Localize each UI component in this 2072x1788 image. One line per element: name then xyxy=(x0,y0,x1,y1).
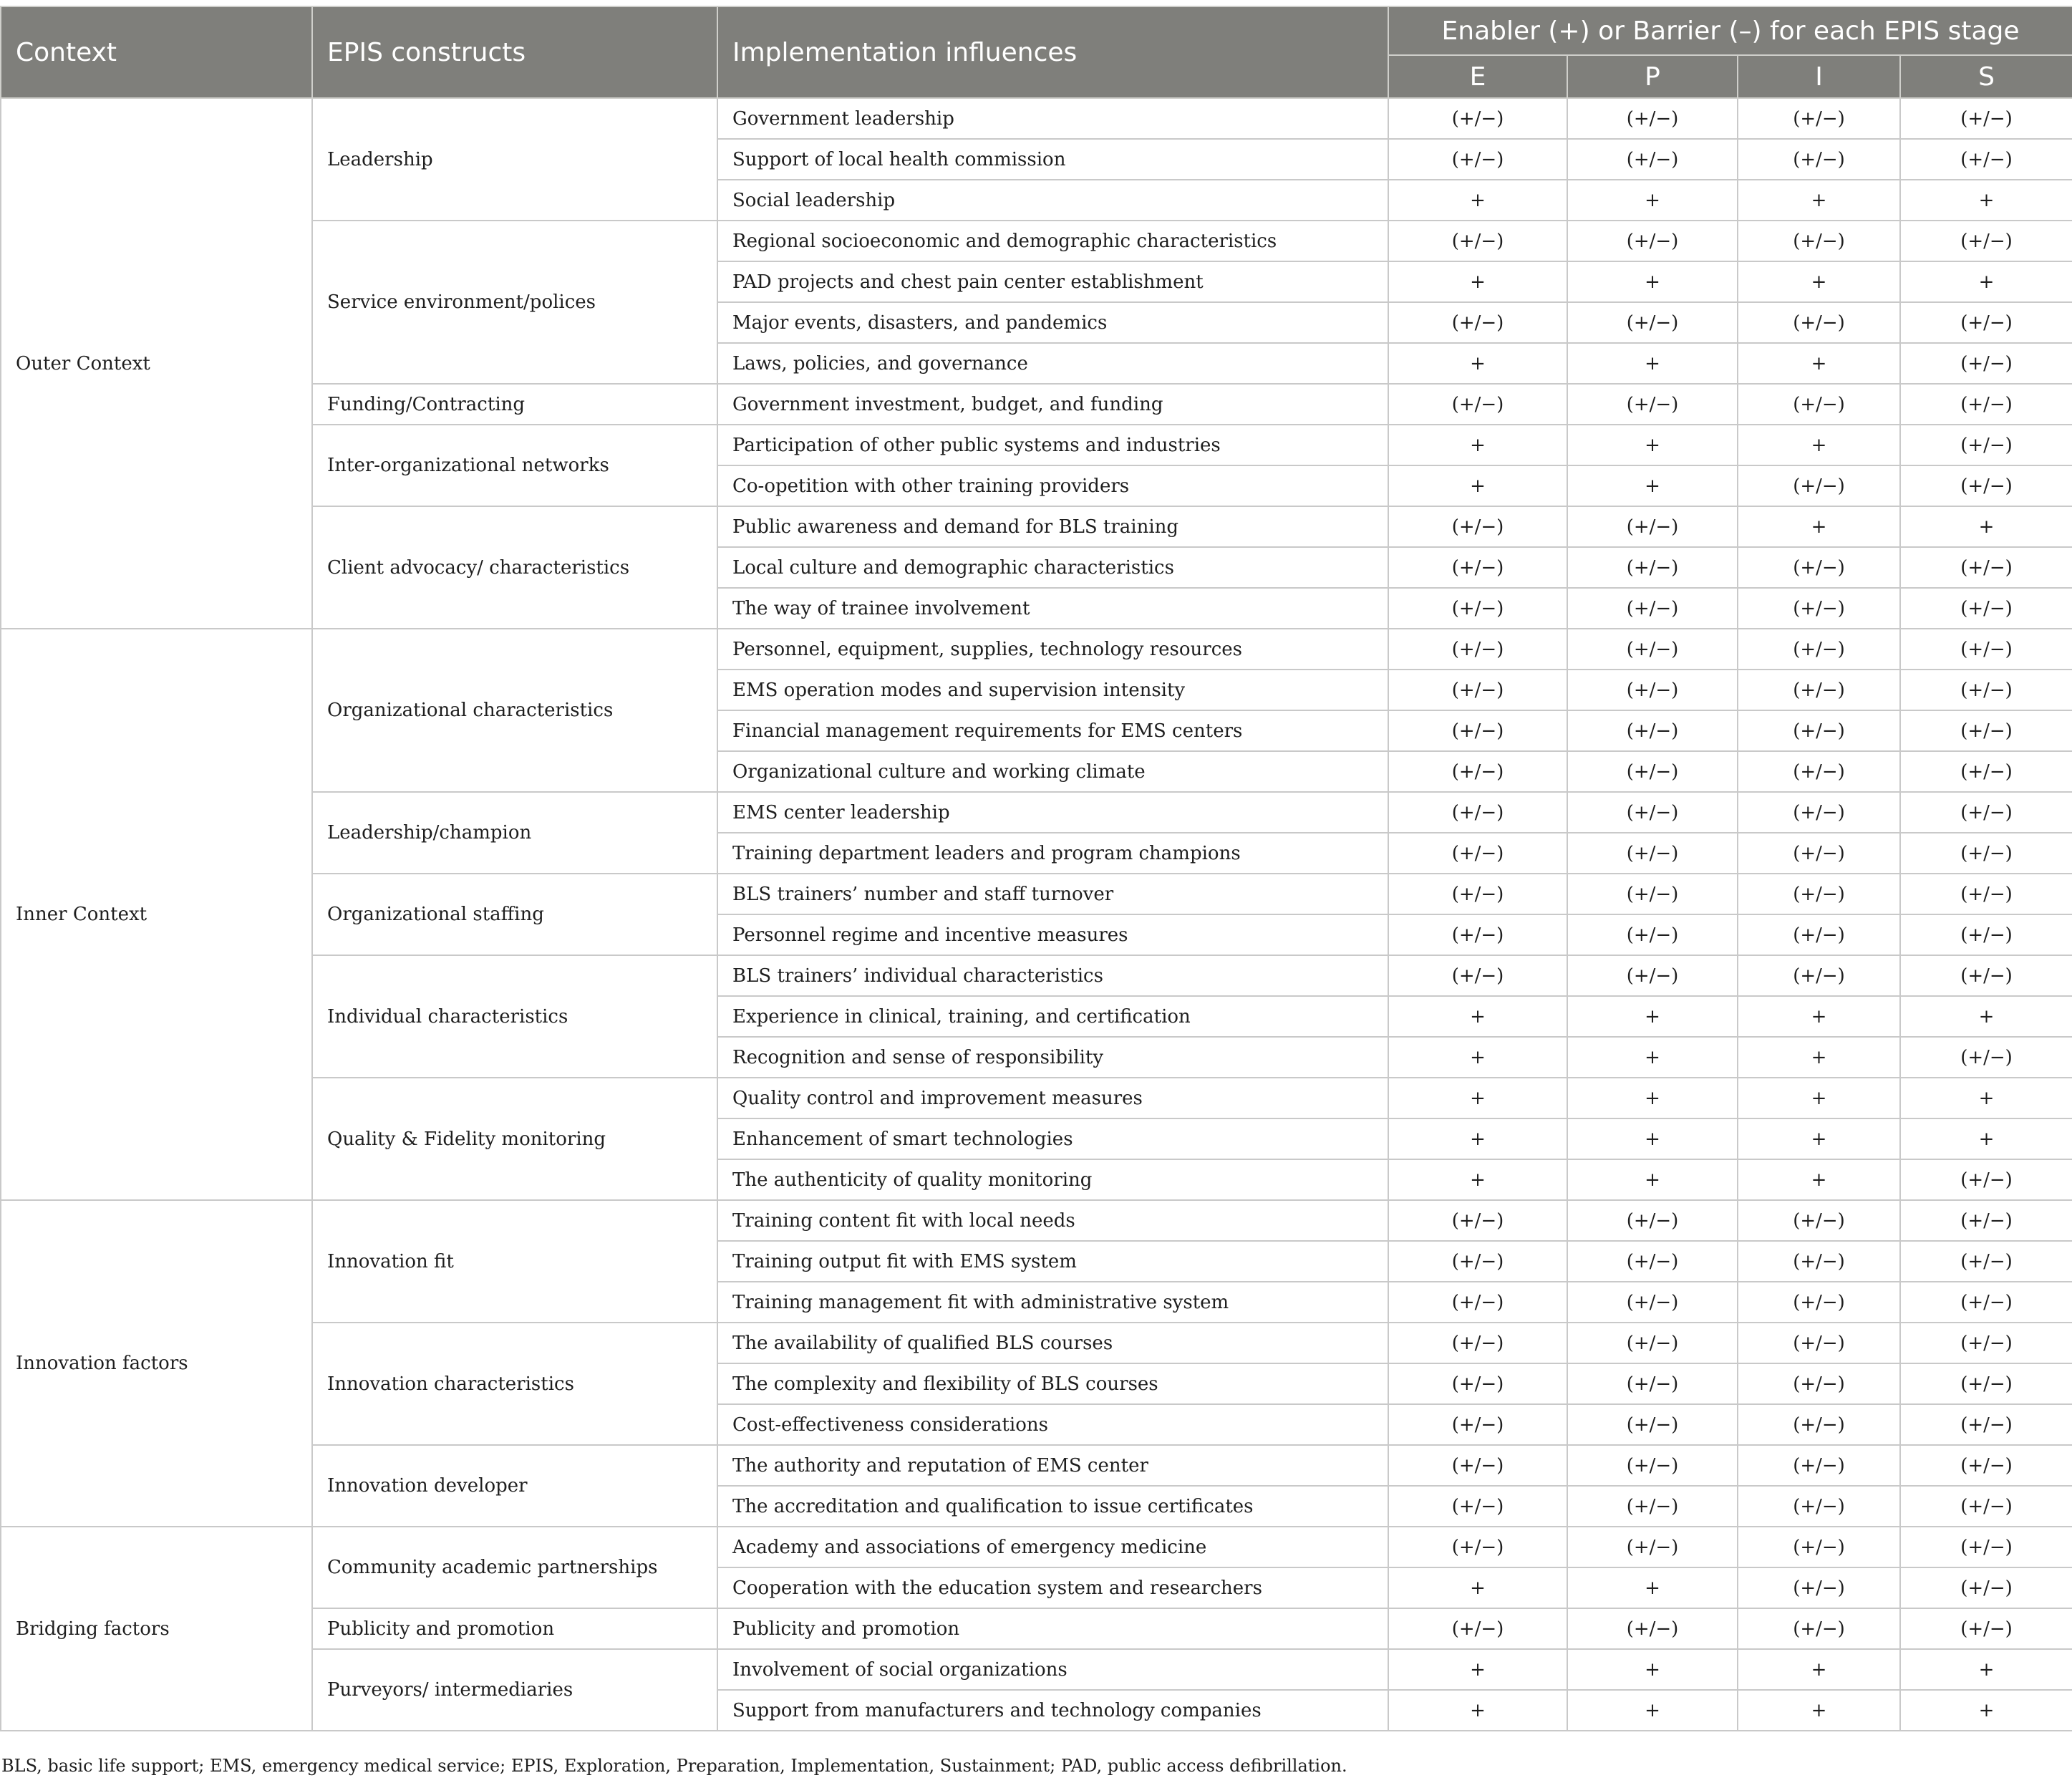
stage-i-mark: (+/−) xyxy=(1738,833,1900,874)
stage-i-mark: + xyxy=(1738,425,1900,465)
stage-s-mark: + xyxy=(1900,1078,2072,1118)
stage-e-mark: (+/−) xyxy=(1388,1486,1567,1527)
stage-p-mark: + xyxy=(1567,1118,1738,1159)
influence-cell: The complexity and flexibility of BLS courses xyxy=(717,1363,1388,1404)
influence-cell: The authority and reputation of EMS center xyxy=(717,1445,1388,1486)
header-stage-p: P xyxy=(1567,55,1738,98)
stage-p-mark: (+/−) xyxy=(1567,1323,1738,1363)
header-implementation-influences: Implementation influences xyxy=(717,6,1388,98)
stage-e-mark: (+/−) xyxy=(1388,751,1567,792)
stage-p-mark: + xyxy=(1567,996,1738,1037)
stage-p-mark: (+/−) xyxy=(1567,833,1738,874)
stage-i-mark: (+/−) xyxy=(1738,98,1900,139)
influence-cell: Co-opetition with other training providers xyxy=(717,465,1388,506)
stage-p-mark: + xyxy=(1567,1159,1738,1200)
influence-cell: Support of local health commission xyxy=(717,139,1388,180)
stage-e-mark: (+/−) xyxy=(1388,506,1567,547)
header-stage-e: E xyxy=(1388,55,1567,98)
influence-cell: Cost-effectiveness considerations xyxy=(717,1404,1388,1445)
table-row xyxy=(1,1527,2072,1567)
stage-e-mark: + xyxy=(1388,465,1567,506)
stage-i-mark: + xyxy=(1738,1118,1900,1159)
stage-s-mark: (+/−) xyxy=(1900,710,2072,751)
stage-i-mark: + xyxy=(1738,1037,1900,1078)
stage-i-mark: (+/−) xyxy=(1738,1404,1900,1445)
stage-i-mark: (+/−) xyxy=(1738,710,1900,751)
stage-s-mark: (+/−) xyxy=(1900,98,2072,139)
stage-i-mark: (+/−) xyxy=(1738,465,1900,506)
influence-cell: Financial management requirements for EMS centers xyxy=(717,710,1388,751)
stage-p-mark: (+/−) xyxy=(1567,1363,1738,1404)
stage-p-mark: (+/−) xyxy=(1567,914,1738,955)
stage-e-mark: + xyxy=(1388,1037,1567,1078)
table-row xyxy=(1,1200,2072,1241)
header-row xyxy=(1,6,2072,55)
construct-cell: Service environment/polices xyxy=(312,221,717,384)
stage-s-mark: (+/−) xyxy=(1900,1608,2072,1649)
stage-e-mark: (+/−) xyxy=(1388,1200,1567,1241)
construct-cell: Leadership xyxy=(312,98,717,221)
stage-s-mark: (+/−) xyxy=(1900,1527,2072,1567)
construct-cell: Publicity and promotion xyxy=(312,1608,717,1649)
stage-p-mark: (+/−) xyxy=(1567,302,1738,343)
influence-cell: Organizational culture and working climate xyxy=(717,751,1388,792)
stage-s-mark: (+/−) xyxy=(1900,221,2072,261)
table-body xyxy=(1,98,2072,1731)
stage-s-mark: (+/−) xyxy=(1900,1282,2072,1323)
stage-s-mark: (+/−) xyxy=(1900,1486,2072,1527)
stage-s-mark: (+/−) xyxy=(1900,384,2072,425)
construct-cell: Individual characteristics xyxy=(312,955,717,1078)
stage-e-mark: (+/−) xyxy=(1388,955,1567,996)
stage-s-mark: + xyxy=(1900,1118,2072,1159)
construct-cell: Client advocacy/ characteristics xyxy=(312,506,717,629)
influence-cell: Personnel regime and incentive measures xyxy=(717,914,1388,955)
stage-p-mark: (+/−) xyxy=(1567,670,1738,710)
stage-s-mark: (+/−) xyxy=(1900,465,2072,506)
stage-e-mark: (+/−) xyxy=(1388,710,1567,751)
stage-s-mark: (+/−) xyxy=(1900,792,2072,833)
influence-cell: EMS center leadership xyxy=(717,792,1388,833)
table-row xyxy=(1,629,2072,670)
stage-e-mark: (+/−) xyxy=(1388,629,1567,670)
stage-p-mark: (+/−) xyxy=(1567,1608,1738,1649)
header-context: Context xyxy=(1,6,312,98)
stage-s-mark: + xyxy=(1900,996,2072,1037)
stage-s-mark: (+/−) xyxy=(1900,588,2072,629)
stage-i-mark: (+/−) xyxy=(1738,751,1900,792)
influence-cell: Recognition and sense of responsibility xyxy=(717,1037,1388,1078)
stage-e-mark: + xyxy=(1388,1159,1567,1200)
stage-i-mark: + xyxy=(1738,1649,1900,1690)
stage-i-mark: (+/−) xyxy=(1738,1200,1900,1241)
influence-cell: Enhancement of smart technologies xyxy=(717,1118,1388,1159)
influence-cell: PAD projects and chest pain center establishment xyxy=(717,261,1388,302)
construct-cell: Community academic partnerships xyxy=(312,1527,717,1608)
stage-p-mark: (+/−) xyxy=(1567,139,1738,180)
stage-i-mark: (+/−) xyxy=(1738,139,1900,180)
stage-p-mark: + xyxy=(1567,180,1738,221)
stage-e-mark: (+/−) xyxy=(1388,1282,1567,1323)
influence-cell: Support from manufacturers and technology companies xyxy=(717,1690,1388,1731)
stage-s-mark: + xyxy=(1900,506,2072,547)
stage-s-mark: (+/−) xyxy=(1900,343,2072,384)
stage-p-mark: + xyxy=(1567,465,1738,506)
stage-s-mark: (+/−) xyxy=(1900,833,2072,874)
context-cell: Innovation factors xyxy=(1,1200,312,1527)
stage-p-mark: (+/−) xyxy=(1567,1282,1738,1323)
stage-i-mark: (+/−) xyxy=(1738,914,1900,955)
stage-p-mark: (+/−) xyxy=(1567,710,1738,751)
construct-cell: Innovation characteristics xyxy=(312,1323,717,1445)
influence-cell: Training output fit with EMS system xyxy=(717,1241,1388,1282)
stage-i-mark: (+/−) xyxy=(1738,1241,1900,1282)
influence-cell: Publicity and promotion xyxy=(717,1608,1388,1649)
influence-cell: Personnel, equipment, supplies, technology resources xyxy=(717,629,1388,670)
stage-i-mark: (+/−) xyxy=(1738,1282,1900,1323)
stage-e-mark: (+/−) xyxy=(1388,547,1567,588)
stage-e-mark: + xyxy=(1388,1649,1567,1690)
stage-s-mark: + xyxy=(1900,1690,2072,1731)
influence-cell: Quality control and improvement measures xyxy=(717,1078,1388,1118)
stage-p-mark: + xyxy=(1567,1078,1738,1118)
stage-s-mark: (+/−) xyxy=(1900,1241,2072,1282)
stage-e-mark: (+/−) xyxy=(1388,914,1567,955)
stage-p-mark: (+/−) xyxy=(1567,384,1738,425)
table-footnote: BLS, basic life support; EMS, emergency medical service; EPIS, Exploration, Preparation, Implementation, Sustainment; PAD, public access defibrillation. xyxy=(1,1756,1347,1776)
influence-cell: Training department leaders and program champions xyxy=(717,833,1388,874)
influence-cell: Involvement of social organizations xyxy=(717,1649,1388,1690)
influence-cell: Training management fit with administrative system xyxy=(717,1282,1388,1323)
stage-e-mark: + xyxy=(1388,1567,1567,1608)
stage-i-mark: + xyxy=(1738,261,1900,302)
stage-e-mark: (+/−) xyxy=(1388,833,1567,874)
stage-p-mark: (+/−) xyxy=(1567,1527,1738,1567)
construct-cell: Funding/Contracting xyxy=(312,384,717,425)
stage-p-mark: (+/−) xyxy=(1567,955,1738,996)
stage-e-mark: (+/−) xyxy=(1388,1445,1567,1486)
stage-s-mark: (+/−) xyxy=(1900,955,2072,996)
stage-s-mark: (+/−) xyxy=(1900,1200,2072,1241)
influence-cell: Government leadership xyxy=(717,98,1388,139)
stage-i-mark: (+/−) xyxy=(1738,1363,1900,1404)
stage-e-mark: (+/−) xyxy=(1388,98,1567,139)
stage-e-mark: + xyxy=(1388,1118,1567,1159)
influence-cell: Local culture and demographic characteristics xyxy=(717,547,1388,588)
construct-cell: Quality & Fidelity monitoring xyxy=(312,1078,717,1200)
stage-s-mark: (+/−) xyxy=(1900,874,2072,914)
stage-i-mark: (+/−) xyxy=(1738,792,1900,833)
influence-cell: Laws, policies, and governance xyxy=(717,343,1388,384)
stage-p-mark: + xyxy=(1567,1690,1738,1731)
influence-cell: Public awareness and demand for BLS training xyxy=(717,506,1388,547)
stage-p-mark: (+/−) xyxy=(1567,1404,1738,1445)
stage-p-mark: (+/−) xyxy=(1567,506,1738,547)
stage-e-mark: (+/−) xyxy=(1388,792,1567,833)
influence-cell: Training content fit with local needs xyxy=(717,1200,1388,1241)
header-epis-constructs: EPIS constructs xyxy=(312,6,717,98)
stage-i-mark: + xyxy=(1738,180,1900,221)
stage-s-mark: (+/−) xyxy=(1900,751,2072,792)
stage-i-mark: + xyxy=(1738,343,1900,384)
influence-cell: Cooperation with the education system and researchers xyxy=(717,1567,1388,1608)
stage-p-mark: (+/−) xyxy=(1567,629,1738,670)
stage-i-mark: (+/−) xyxy=(1738,955,1900,996)
stage-e-mark: (+/−) xyxy=(1388,1241,1567,1282)
construct-cell: Purveyors/ intermediaries xyxy=(312,1649,717,1731)
stage-e-mark: + xyxy=(1388,996,1567,1037)
stage-i-mark: + xyxy=(1738,1690,1900,1731)
stage-s-mark: (+/−) xyxy=(1900,629,2072,670)
stage-e-mark: (+/−) xyxy=(1388,221,1567,261)
stage-p-mark: (+/−) xyxy=(1567,1200,1738,1241)
construct-cell: Leadership/champion xyxy=(312,792,717,874)
stage-i-mark: (+/−) xyxy=(1738,221,1900,261)
stage-p-mark: (+/−) xyxy=(1567,1486,1738,1527)
influence-cell: The accreditation and qualification to issue certificates xyxy=(717,1486,1388,1527)
influence-cell: Major events, disasters, and pandemics xyxy=(717,302,1388,343)
stage-s-mark: (+/−) xyxy=(1900,670,2072,710)
influence-cell: Government investment, budget, and funding xyxy=(717,384,1388,425)
stage-p-mark: + xyxy=(1567,1649,1738,1690)
stage-p-mark: (+/−) xyxy=(1567,751,1738,792)
stage-e-mark: (+/−) xyxy=(1388,1527,1567,1567)
stage-i-mark: (+/−) xyxy=(1738,874,1900,914)
stage-e-mark: (+/−) xyxy=(1388,302,1567,343)
stage-e-mark: + xyxy=(1388,343,1567,384)
stage-p-mark: + xyxy=(1567,343,1738,384)
stage-s-mark: + xyxy=(1900,261,2072,302)
stage-e-mark: (+/−) xyxy=(1388,670,1567,710)
influence-cell: Participation of other public systems and industries xyxy=(717,425,1388,465)
header-stage-s: S xyxy=(1900,55,2072,98)
stage-p-mark: (+/−) xyxy=(1567,1241,1738,1282)
influence-cell: BLS trainers’ individual characteristics xyxy=(717,955,1388,996)
stage-s-mark: (+/−) xyxy=(1900,914,2072,955)
stage-s-mark: (+/−) xyxy=(1900,1363,2072,1404)
stage-i-mark: (+/−) xyxy=(1738,384,1900,425)
influence-cell: Experience in clinical, training, and certification xyxy=(717,996,1388,1037)
stage-s-mark: (+/−) xyxy=(1900,1567,2072,1608)
stage-s-mark: (+/−) xyxy=(1900,1445,2072,1486)
stage-e-mark: (+/−) xyxy=(1388,874,1567,914)
stage-i-mark: + xyxy=(1738,996,1900,1037)
stage-i-mark: (+/−) xyxy=(1738,547,1900,588)
construct-cell: Organizational staffing xyxy=(312,874,717,955)
stage-p-mark: + xyxy=(1567,425,1738,465)
context-cell: Outer Context xyxy=(1,98,312,629)
stage-i-mark: (+/−) xyxy=(1738,1323,1900,1363)
influence-cell: EMS operation modes and supervision intensity xyxy=(717,670,1388,710)
stage-p-mark: (+/−) xyxy=(1567,792,1738,833)
header-stage-i: I xyxy=(1738,55,1900,98)
stage-i-mark: (+/−) xyxy=(1738,302,1900,343)
stage-i-mark: (+/−) xyxy=(1738,1567,1900,1608)
stage-i-mark: + xyxy=(1738,1159,1900,1200)
stage-p-mark: + xyxy=(1567,1037,1738,1078)
table-header xyxy=(1,6,2072,98)
stage-i-mark: (+/−) xyxy=(1738,1486,1900,1527)
stage-s-mark: (+/−) xyxy=(1900,1323,2072,1363)
influence-cell: The authenticity of quality monitoring xyxy=(717,1159,1388,1200)
stage-p-mark: (+/−) xyxy=(1567,98,1738,139)
stage-p-mark: (+/−) xyxy=(1567,221,1738,261)
stage-s-mark: (+/−) xyxy=(1900,425,2072,465)
construct-cell: Innovation developer xyxy=(312,1445,717,1527)
stage-i-mark: (+/−) xyxy=(1738,670,1900,710)
table-row xyxy=(1,98,2072,139)
stage-p-mark: (+/−) xyxy=(1567,1445,1738,1486)
context-cell: Bridging factors xyxy=(1,1527,312,1731)
influence-cell: Social leadership xyxy=(717,180,1388,221)
construct-cell: Organizational characteristics xyxy=(312,629,717,792)
stage-e-mark: (+/−) xyxy=(1388,1323,1567,1363)
stage-e-mark: (+/−) xyxy=(1388,588,1567,629)
stage-e-mark: (+/−) xyxy=(1388,139,1567,180)
influence-cell: BLS trainers’ number and staff turnover xyxy=(717,874,1388,914)
stage-p-mark: (+/−) xyxy=(1567,874,1738,914)
stage-e-mark: + xyxy=(1388,180,1567,221)
stage-e-mark: (+/−) xyxy=(1388,1608,1567,1649)
stage-s-mark: (+/−) xyxy=(1900,547,2072,588)
stage-s-mark: (+/−) xyxy=(1900,1404,2072,1445)
stage-e-mark: (+/−) xyxy=(1388,384,1567,425)
stage-e-mark: + xyxy=(1388,425,1567,465)
stage-i-mark: (+/−) xyxy=(1738,588,1900,629)
influence-cell: Regional socioeconomic and demographic characteristics xyxy=(717,221,1388,261)
stage-e-mark: + xyxy=(1388,261,1567,302)
stage-i-mark: + xyxy=(1738,1078,1900,1118)
context-cell: Inner Context xyxy=(1,629,312,1200)
stage-e-mark: (+/−) xyxy=(1388,1363,1567,1404)
influence-cell: Academy and associations of emergency medicine xyxy=(717,1527,1388,1567)
construct-cell: Inter-organizational networks xyxy=(312,425,717,506)
stage-e-mark: (+/−) xyxy=(1388,1404,1567,1445)
stage-e-mark: + xyxy=(1388,1690,1567,1731)
stage-i-mark: + xyxy=(1738,506,1900,547)
stage-i-mark: (+/−) xyxy=(1738,1527,1900,1567)
construct-cell: Innovation fit xyxy=(312,1200,717,1323)
stage-p-mark: (+/−) xyxy=(1567,588,1738,629)
stage-e-mark: + xyxy=(1388,1078,1567,1118)
stage-i-mark: (+/−) xyxy=(1738,1445,1900,1486)
stage-s-mark: (+/−) xyxy=(1900,1159,2072,1200)
stage-i-mark: (+/−) xyxy=(1738,1608,1900,1649)
table-wrapper xyxy=(0,6,2072,1731)
header-stage-group: Enabler (+) or Barrier (–) for each EPIS stage xyxy=(1388,6,2072,55)
stage-s-mark: (+/−) xyxy=(1900,302,2072,343)
stage-i-mark: (+/−) xyxy=(1738,629,1900,670)
influence-cell: The availability of qualified BLS courses xyxy=(717,1323,1388,1363)
stage-s-mark: + xyxy=(1900,180,2072,221)
stage-p-mark: (+/−) xyxy=(1567,547,1738,588)
stage-s-mark: + xyxy=(1900,1649,2072,1690)
stage-s-mark: (+/−) xyxy=(1900,139,2072,180)
stage-s-mark: (+/−) xyxy=(1900,1037,2072,1078)
stage-p-mark: + xyxy=(1567,261,1738,302)
influence-cell: The way of trainee involvement xyxy=(717,588,1388,629)
epis-table xyxy=(0,6,2072,1731)
stage-p-mark: + xyxy=(1567,1567,1738,1608)
